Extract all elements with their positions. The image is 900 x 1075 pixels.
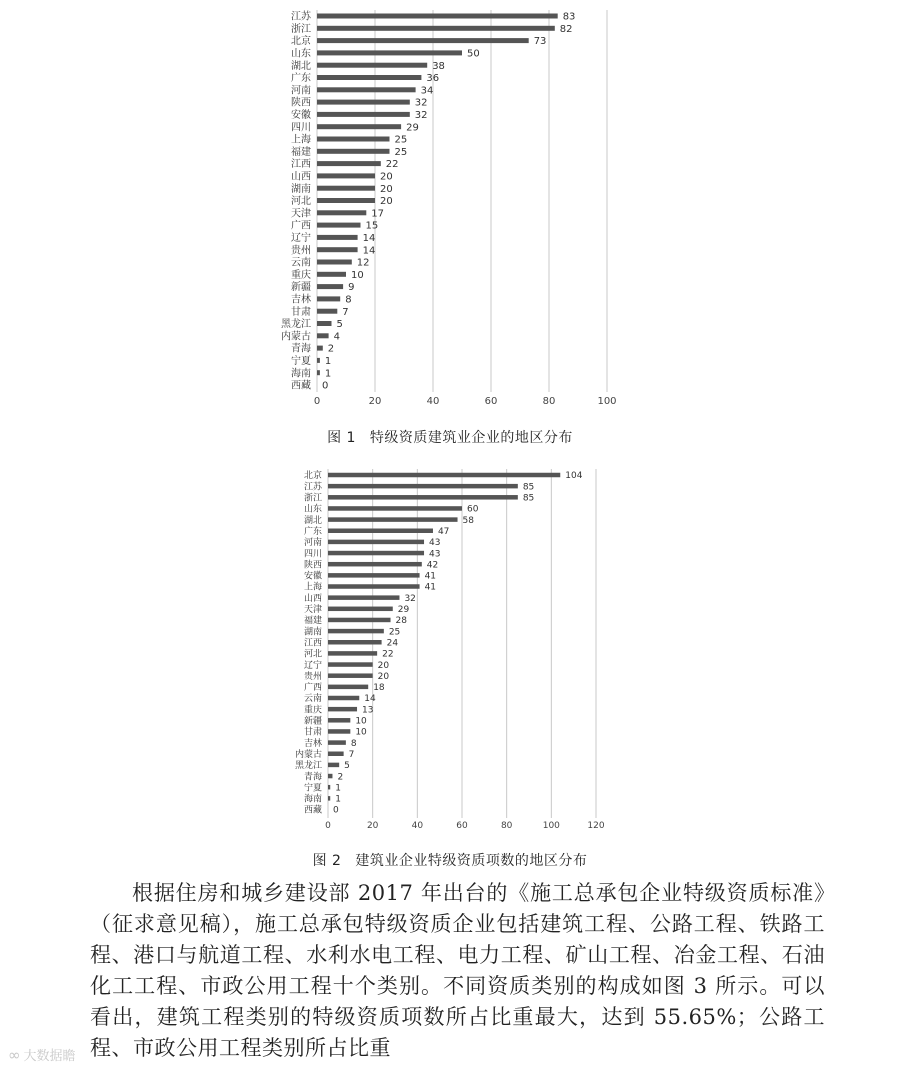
data-label: 29 <box>397 605 410 616</box>
bar <box>328 785 330 790</box>
watermark-text: 大数据瞻 <box>23 1049 76 1064</box>
bar <box>328 729 350 734</box>
category-label: 内蒙古 <box>294 749 322 760</box>
category-label: 陕西 <box>303 560 322 571</box>
bar <box>328 618 391 623</box>
category-label: 贵州 <box>291 245 311 257</box>
bar <box>317 161 381 166</box>
category-label: 安徽 <box>303 571 322 582</box>
data-label: 32 <box>414 97 428 109</box>
data-label: 14 <box>362 233 376 244</box>
category-label: 重庆 <box>303 705 322 716</box>
category-label: 山西 <box>303 593 322 604</box>
x-tick-label: 0 <box>325 821 331 831</box>
category-label: 福建 <box>291 146 311 158</box>
data-label: 29 <box>406 122 419 134</box>
category-label: 河北 <box>291 196 311 208</box>
bar <box>317 284 343 289</box>
bar <box>317 87 416 92</box>
bar <box>328 740 346 745</box>
data-label: 1 <box>324 368 332 380</box>
data-label: 20 <box>380 196 393 208</box>
data-label: 82 <box>559 23 573 35</box>
category-label: 河南 <box>291 85 311 97</box>
data-label: 34 <box>420 85 434 97</box>
category-label: 山东 <box>291 48 311 60</box>
category-label: 黑龙江 <box>281 319 311 331</box>
x-tick-label: 20 <box>366 821 379 831</box>
x-tick-label: 80 <box>542 396 556 407</box>
category-label: 北京 <box>291 36 311 48</box>
category-label: 福建 <box>303 616 322 627</box>
data-label: 18 <box>373 683 385 694</box>
category-label: 浙江 <box>303 493 322 504</box>
category-label: 江西 <box>303 638 322 649</box>
category-label: 甘肃 <box>291 306 311 318</box>
category-label: 北京 <box>303 471 322 482</box>
bar <box>328 529 433 534</box>
data-label: 85 <box>522 493 535 504</box>
bar <box>328 696 359 701</box>
x-tick-label: 0 <box>313 396 321 407</box>
category-label: 西藏 <box>291 380 311 392</box>
bar <box>317 333 329 338</box>
bar <box>328 595 399 600</box>
data-label: 5 <box>344 761 350 772</box>
data-label: 13 <box>362 705 374 716</box>
x-tick-label: 80 <box>500 821 513 831</box>
bar <box>328 763 339 768</box>
bar <box>317 260 352 265</box>
data-label: 5 <box>336 319 343 331</box>
chart-qualification-count-distribution <box>0 462 900 842</box>
category-label: 青海 <box>291 343 311 355</box>
bar <box>317 370 320 375</box>
x-tick-label: 100 <box>597 396 617 407</box>
bar <box>317 63 427 68</box>
figure-2-caption <box>0 850 900 870</box>
bar <box>317 296 340 301</box>
bar <box>317 173 375 178</box>
data-label: 32 <box>414 110 428 121</box>
bar <box>328 562 422 567</box>
data-label: 43 <box>429 538 441 549</box>
category-label: 海南 <box>291 368 311 380</box>
category-label: 重庆 <box>291 269 311 281</box>
category-label: 辽宁 <box>303 660 322 671</box>
bar <box>317 100 410 105</box>
data-label: 0 <box>333 805 339 816</box>
category-label: 云南 <box>303 694 322 705</box>
category-label: 上海 <box>303 582 322 593</box>
bar <box>317 137 390 142</box>
figure-1-number: 图 1 <box>327 430 356 446</box>
data-label: 22 <box>385 159 399 171</box>
data-label: 85 <box>522 482 535 493</box>
data-label: 43 <box>429 549 441 560</box>
data-label: 10 <box>355 716 367 727</box>
bar <box>317 75 421 80</box>
bar <box>317 346 323 351</box>
category-label: 广西 <box>303 683 322 694</box>
category-label: 宁夏 <box>291 356 311 367</box>
bar <box>317 321 332 326</box>
category-label: 上海 <box>291 134 311 146</box>
data-label: 8 <box>345 294 352 306</box>
category-label: 吉林 <box>303 738 322 749</box>
category-label: 四川 <box>291 122 311 134</box>
data-label: 47 <box>437 526 450 537</box>
bar <box>317 50 462 55</box>
category-label: 内蒙古 <box>281 331 311 343</box>
figure-2-number: 图 2 <box>312 853 342 869</box>
category-label: 贵州 <box>303 671 322 682</box>
article-body <box>90 878 825 1064</box>
bar <box>328 629 384 634</box>
bar <box>317 198 375 203</box>
bar <box>317 14 558 19</box>
figure-1-caption <box>0 427 900 447</box>
x-tick-label: 60 <box>456 821 468 831</box>
data-label: 10 <box>355 727 367 738</box>
category-label: 山西 <box>291 171 311 183</box>
body-paragraph: 根据住房和城乡建设部 2017 年出台的《施工总承包企业特级资质标准》（征求意见稿），施工总承包特级资质企业包括建筑工程、公路工程、铁路工程、港口与航道工程、水利水电工程、电力工程、矿山工程、冶金工程、石油化工工程、市政公用工程十个类别。不同资质类别的构成如图 3 所示。可以看出，建筑工程类别的特级资质项数所占比重最大，达到 55.65%；公路工程、市政公用工程类别所占比重 <box>90 881 825 1060</box>
category-label: 新疆 <box>291 282 311 294</box>
data-label: 17 <box>371 208 385 220</box>
data-label: 32 <box>404 593 416 604</box>
bar <box>328 662 373 667</box>
data-label: 104 <box>565 471 583 482</box>
bar <box>328 607 393 612</box>
data-label: 25 <box>394 134 408 146</box>
category-label: 江西 <box>291 159 311 171</box>
bar <box>328 540 424 545</box>
category-label: 新疆 <box>303 716 322 727</box>
data-label: 24 <box>386 638 399 649</box>
bar <box>328 473 560 478</box>
figure-2-title: 建筑业企业特级资质项数的地区分布 <box>355 853 588 869</box>
category-label: 甘肃 <box>303 727 322 738</box>
category-label: 四川 <box>303 549 322 560</box>
category-label: 宁夏 <box>303 783 322 794</box>
category-label: 安徽 <box>291 110 311 121</box>
data-label: 20 <box>380 171 393 183</box>
bar <box>328 495 518 500</box>
bar <box>317 124 401 129</box>
x-tick-label: 20 <box>368 396 382 407</box>
category-label: 青海 <box>303 772 322 783</box>
x-tick-label: 40 <box>411 821 424 831</box>
category-label: 湖南 <box>303 627 322 638</box>
category-label: 江苏 <box>303 482 322 493</box>
data-label: 20 <box>377 671 390 682</box>
bar <box>328 484 518 489</box>
bar <box>317 247 358 252</box>
data-label: 7 <box>348 749 355 760</box>
bar <box>328 517 458 522</box>
infinity-icon: ∞ <box>8 1046 21 1064</box>
bar <box>328 640 382 645</box>
category-label: 山东 <box>303 504 322 515</box>
data-label: 0 <box>322 380 329 392</box>
category-label: 河南 <box>303 538 322 549</box>
data-label: 8 <box>350 738 357 749</box>
x-tick-label: 100 <box>542 821 560 831</box>
bar <box>328 584 420 589</box>
bar <box>328 718 350 723</box>
category-label: 湖北 <box>303 515 322 526</box>
bar <box>317 26 555 31</box>
category-label: 浙江 <box>291 23 311 35</box>
bar <box>317 309 337 314</box>
figure-1-title: 特级资质建筑业企业的地区分布 <box>369 430 573 446</box>
category-label: 海南 <box>303 794 322 805</box>
category-label: 西藏 <box>303 805 322 816</box>
data-label: 73 <box>533 36 547 48</box>
category-label: 天津 <box>291 208 311 220</box>
bar <box>328 752 344 757</box>
bar <box>317 235 358 240</box>
data-label: 2 <box>327 343 335 355</box>
bar <box>317 223 361 228</box>
x-tick-label: 120 <box>587 821 605 831</box>
data-label: 9 <box>348 282 355 294</box>
data-label: 25 <box>394 146 408 158</box>
category-label: 江苏 <box>291 11 311 23</box>
data-label: 38 <box>432 60 445 72</box>
bar <box>328 673 373 678</box>
data-label: 83 <box>562 11 576 23</box>
data-label: 1 <box>335 794 341 805</box>
category-label: 天津 <box>303 605 322 616</box>
data-label: 12 <box>356 257 370 269</box>
bar <box>317 186 375 191</box>
category-label: 广东 <box>291 73 311 85</box>
bar <box>317 210 366 215</box>
bar <box>328 707 357 712</box>
data-label: 10 <box>351 269 364 281</box>
category-label: 湖北 <box>291 60 311 72</box>
bar <box>317 38 529 43</box>
category-label: 河北 <box>303 649 322 660</box>
category-label: 黑龙江 <box>294 761 322 772</box>
bar <box>328 685 368 690</box>
bar <box>328 651 377 656</box>
category-label: 吉林 <box>291 294 311 306</box>
data-label: 42 <box>426 560 439 571</box>
data-label: 41 <box>424 582 437 593</box>
data-label: 1 <box>335 783 341 794</box>
bar <box>328 506 462 511</box>
data-label: 7 <box>342 306 349 318</box>
data-label: 14 <box>364 694 376 705</box>
x-tick-label: 60 <box>484 396 498 407</box>
category-label: 广西 <box>291 220 311 232</box>
data-label: 2 <box>337 772 344 783</box>
data-label: 22 <box>382 649 394 660</box>
data-label: 20 <box>377 660 390 671</box>
bar <box>317 149 390 154</box>
data-label: 25 <box>388 627 401 638</box>
category-label: 湖南 <box>291 183 311 195</box>
category-label: 辽宁 <box>291 233 311 244</box>
data-label: 58 <box>462 515 474 526</box>
data-label: 50 <box>467 48 480 60</box>
bar <box>328 551 424 556</box>
category-label: 云南 <box>291 257 311 269</box>
data-label: 14 <box>362 245 376 257</box>
chart-enterprise-distribution <box>0 0 900 420</box>
bar <box>328 796 330 801</box>
bar <box>317 112 410 117</box>
data-label: 28 <box>395 616 407 627</box>
data-label: 36 <box>426 73 440 85</box>
data-label: 60 <box>467 504 479 515</box>
data-label: 15 <box>365 220 379 232</box>
data-label: 4 <box>333 331 340 343</box>
x-tick-label: 40 <box>426 396 440 407</box>
data-label: 20 <box>380 183 393 195</box>
category-label: 广东 <box>303 526 322 537</box>
bar <box>328 774 332 779</box>
bar <box>317 272 346 277</box>
watermark <box>8 1045 76 1064</box>
data-label: 41 <box>424 571 437 582</box>
bar <box>317 358 320 363</box>
category-label: 陕西 <box>291 97 311 109</box>
data-label: 1 <box>324 356 332 367</box>
bar <box>328 573 420 578</box>
